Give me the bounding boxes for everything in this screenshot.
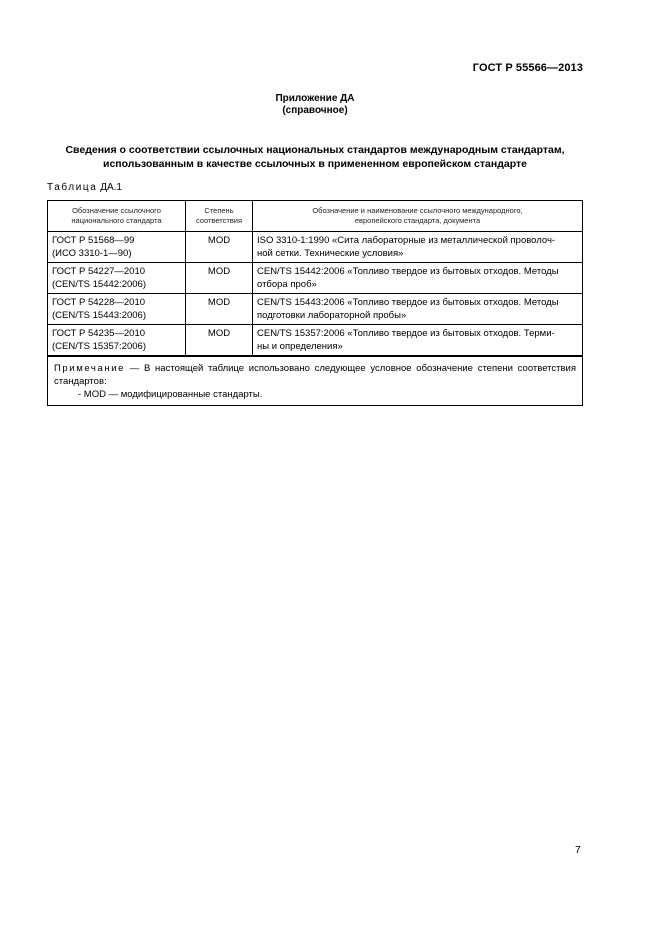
table-note-row (48, 356, 583, 406)
header-reference-line-2: европейского стандарта, документа (354, 216, 481, 225)
section-title-line-2: использованным в качестве ссылочных в примененном европейском стандарте (103, 158, 527, 170)
cell-degree: MOD (186, 232, 253, 263)
reference-line-2: отбора проб» (257, 279, 317, 290)
header-national-line-2: национального стандарта (71, 216, 162, 225)
cell-degree: MOD (186, 325, 253, 357)
reference-line-2: ной сетки. Технические условия» (257, 248, 404, 259)
table-row (48, 325, 583, 357)
reference-line-1: CEN/TS 15442:2006 «Топливо твердое из бытовых отходов. Методы (257, 266, 559, 277)
national-code: ГОСТ Р 54235—2010 (52, 328, 146, 339)
reference-line-2: ны и определения» (257, 341, 343, 352)
section-title-line-1: Сведения о соответствии ссылочных национальных стандартов международным стандартам, (65, 144, 565, 156)
reference-line-1: ISO 3310-1:1990 «Сита лабораторные из металлической проволоч- (257, 235, 556, 246)
header-degree-line-2: соответствия (195, 216, 243, 225)
national-code: ГОСТ Р 54227—2010 (52, 266, 146, 277)
national-equivalent: (ИСО 3310-1—90) (52, 248, 132, 259)
table-caption-word: Таблица (47, 182, 98, 193)
header-degree (186, 201, 253, 232)
page-number: 7 (575, 844, 581, 856)
header-national-standard (48, 201, 186, 232)
correspondence-table (47, 200, 583, 406)
cell-reference-standard (253, 294, 583, 325)
table-row (48, 263, 583, 294)
table-row (48, 232, 583, 263)
national-equivalent: (CEN/TS 15357:2006) (52, 341, 146, 352)
table-header-row (48, 201, 583, 232)
header-reference-line-1: Обозначение и наименование ссылочного международного, (312, 206, 523, 215)
table-caption (47, 182, 122, 193)
table-note (48, 356, 583, 406)
header-national-line-1: Обозначение ссылочного (72, 206, 161, 215)
annex-subtitle: (справочное) (282, 105, 348, 116)
reference-line-1: CEN/TS 15357:2006 «Топливо твердое из бытовых отходов. Терми- (257, 328, 555, 339)
annex-heading (0, 93, 630, 117)
cell-degree: MOD (186, 263, 253, 294)
cell-degree: MOD (186, 294, 253, 325)
table-caption-id: ДА.1 (100, 182, 122, 193)
national-code: ГОСТ Р 54228—2010 (52, 297, 146, 308)
note-text: — В настоящей таблице использовано следующее условное обозначение степени соответствия стандартов: (54, 363, 577, 387)
cell-reference-standard (253, 325, 583, 357)
cell-national-standard (48, 294, 186, 325)
header-degree-line-1: Степень (204, 206, 234, 215)
national-equivalent: (CEN/TS 15443:2006) (52, 310, 146, 321)
national-equivalent: (CEN/TS 15442:2006) (52, 279, 146, 290)
note-label: Примечание (54, 363, 125, 374)
table-row (48, 294, 583, 325)
cell-national-standard (48, 263, 186, 294)
cell-reference-standard (253, 232, 583, 263)
section-title (40, 143, 590, 171)
reference-line-2: подготовки лабораторной пробы» (257, 310, 407, 321)
page-header-standard-code: ГОСТ Р 55566—2013 (472, 62, 583, 74)
national-code: ГОСТ Р 51568—99 (52, 235, 135, 246)
cell-reference-standard (253, 263, 583, 294)
reference-line-1: CEN/TS 15443:2006 «Топливо твердое из бытовых отходов. Методы (257, 297, 559, 308)
note-item: - MOD — модифицированные стандарты. (78, 389, 263, 400)
cell-national-standard (48, 232, 186, 263)
cell-national-standard (48, 325, 186, 357)
annex-title: Приложение ДА (275, 93, 355, 104)
header-reference-standard (253, 201, 583, 232)
